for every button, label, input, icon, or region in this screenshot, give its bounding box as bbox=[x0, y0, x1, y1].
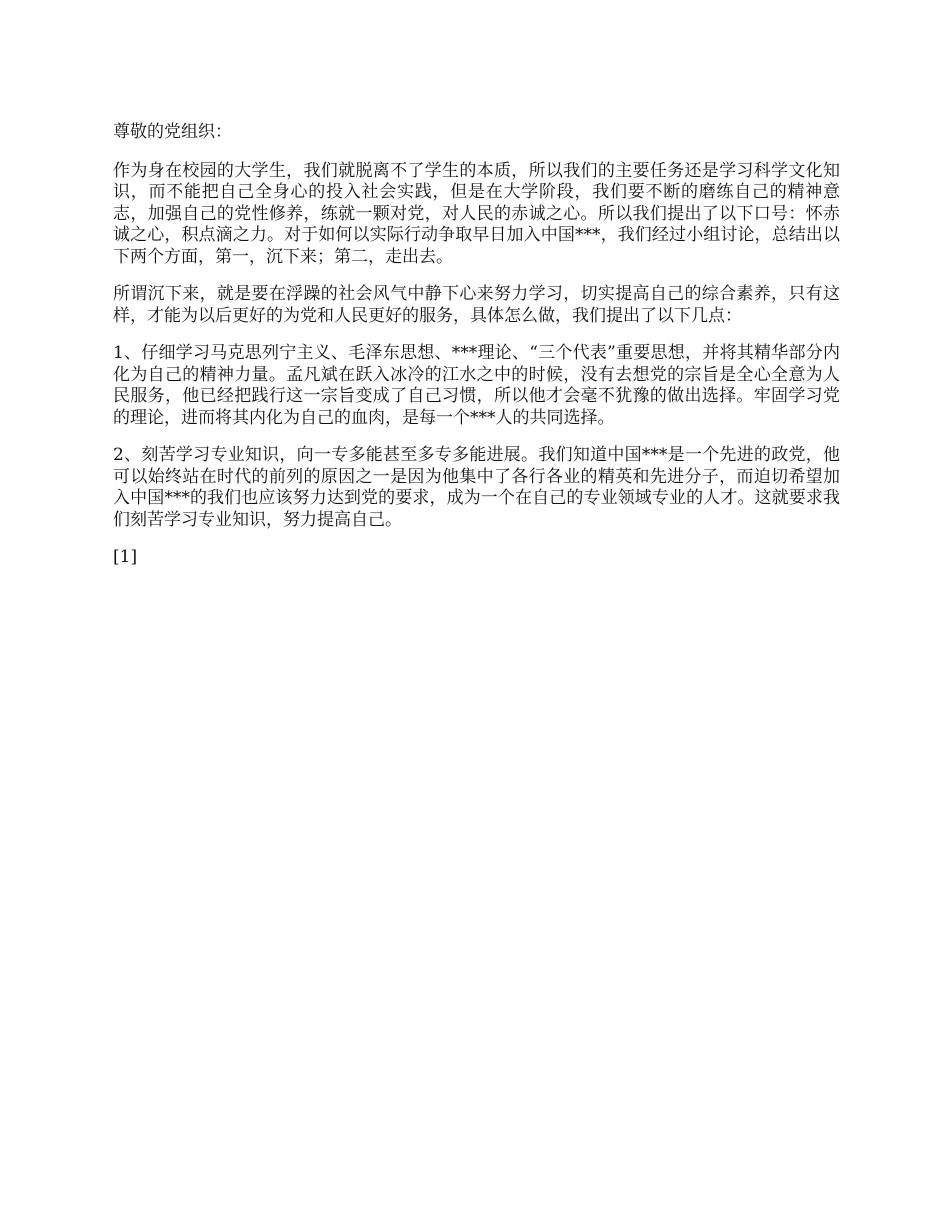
salutation: 尊敬的党组织： bbox=[113, 122, 232, 142]
paragraph-point-2: 2、刻苦学习专业知识，向一专多能甚至多专多能进展。我们知道中国***是一个先进的政党，他可以始终站在时代的前列的原因之一是因为他集中了各行各业的精英和先进分子，而迫切希望加入中国***的我们也应该努力达到党的要求，成为一个在自己的专业领域专业的人才。这就要求我们刻苦学习专业知识，努力提高自己。 bbox=[113, 445, 840, 530]
paragraph-settle-down: 所谓沉下来，就是要在浮躁的社会风气中静下心来努力学习，切实提高自己的综合素养，只有这样，才能为以后更好的为党和人民更好的服务，具体怎么做，我们提出了以下几点： bbox=[113, 284, 840, 326]
document-body bbox=[113, 122, 840, 585]
paragraph-point-1: 1、仔细学习马克思列宁主义、毛泽东思想、***理论、“三个代表”重要思想，并将其精华部分内化为自己的精神力量。孟凡斌在跃入冰冷的江水之中的时候，没有去想党的宗旨是全心全意为人民服务，他已经把践行这一宗旨变成了自己习惯，所以他才会毫不犹豫的做出选择。牢固学习党的理论，进而将其内化为自己的血肉，是每一个***人的共同选择。 bbox=[113, 343, 840, 428]
paragraph-intro: 作为身在校园的大学生，我们就脱离不了学生的本质，所以我们的主要任务还是学习科学文化知识，而不能把自己全身心的投入社会实践，但是在大学阶段，我们要不断的磨练自己的精神意志，加强自己的党性修养，练就一颗对党，对人民的赤诚之心。所以我们提出了以下口号：怀赤诚之心，积点滴之力。对于如何以实际行动争取早日加入中国***，我们经过小组讨论，总结出以下两个方面，第一，沉下来；第二，走出去。 bbox=[113, 160, 840, 267]
footnote-marker: [1] bbox=[113, 547, 138, 567]
